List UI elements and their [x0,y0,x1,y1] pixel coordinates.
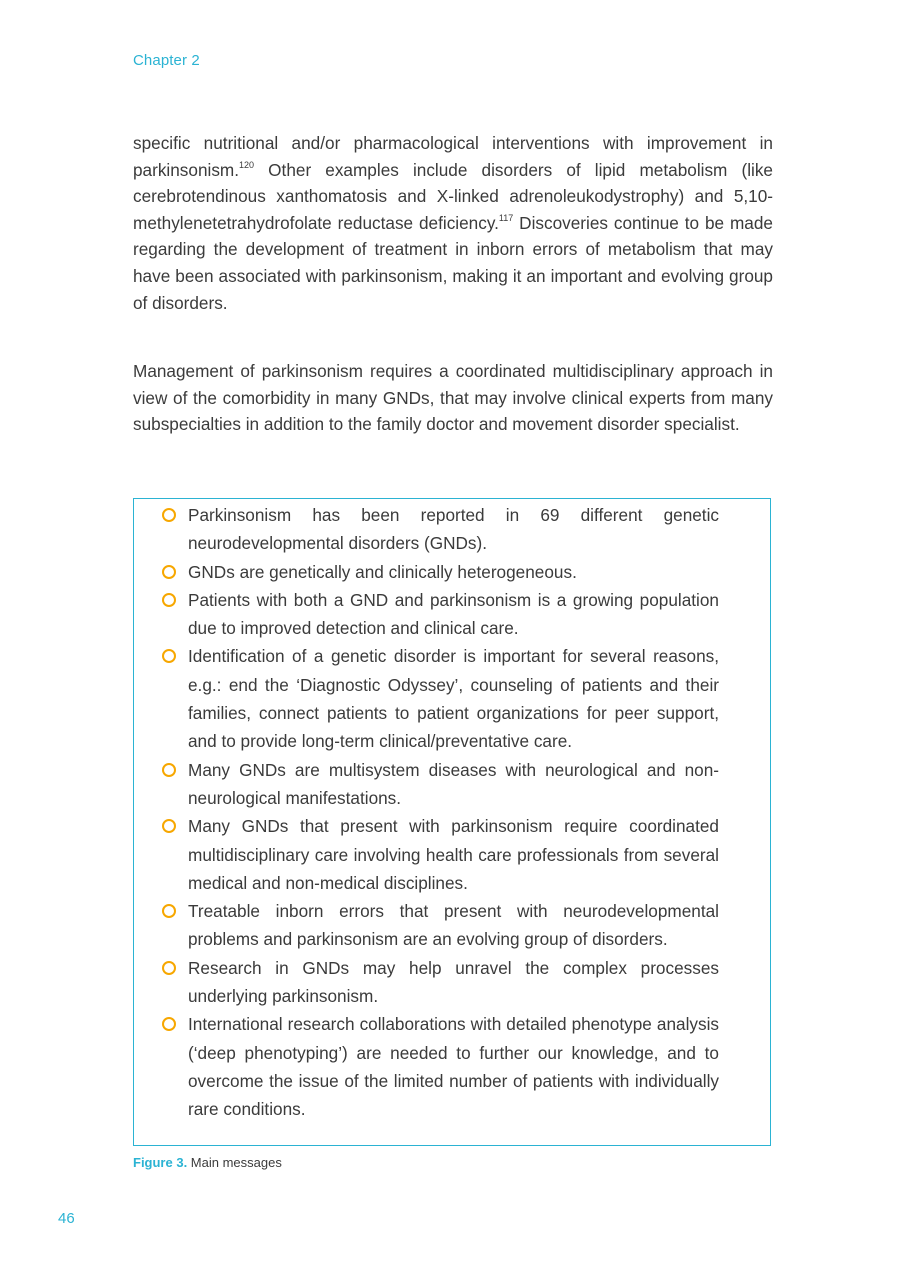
paragraph-text: Discoveries continue to be made regarding the development of treatment in inborn errors of metabolism that may have been associated with parkinsonism, making it an important and evolving group of disorders. [133,212,773,313]
message-item [161,558,719,586]
ring-bullet-icon [162,904,176,918]
ring-bullet-icon [162,961,176,975]
paragraph-text: specific nutritional and/or pharmacological interventions with improvement in parkinsonism. [133,133,773,180]
message-text: Many GNDs that present with parkinsonism require coordinated multidisciplinary care involving health care professionals from several medical and non-medical disciplines. [188,816,719,893]
message-text: Research in GNDs may help unravel the complex processes underlying parkinsonism. [188,957,719,1007]
message-item [161,954,719,1011]
paragraph-text: Management of parkinsonism requires a coordinated multidisciplinary approach in view of the comorbidity in many GNDs, that may involve clinical experts from many subspecialties in addition to the family doctor and movement disorder specialist. [133,361,773,435]
message-text: GNDs are genetically and clinically heterogeneous. [188,561,577,582]
ring-bullet-icon [162,649,176,663]
message-text: Identification of a genetic disorder is important for several reasons, e.g.: end the ‘Diagnostic Odyssey’, counseling of patients and their families, connect patients to patient organizations for peer support, and to provide long-term clinical/preventative care. [188,646,719,752]
ring-bullet-icon [162,593,176,607]
ring-bullet-icon [162,508,176,522]
message-item [161,756,719,813]
ring-bullet-icon [162,565,176,579]
message-item [161,501,719,558]
ring-bullet-icon [162,763,176,777]
citation-superscript: 117 [498,213,514,224]
figure-caption-text: Main messages [187,1155,282,1170]
chapter-header: Chapter 2 [133,52,200,69]
citation-superscript: 120 [239,159,255,170]
message-text: Many GNDs are multisystem diseases with neurological and non-neurological manifestations. [188,759,719,808]
body-paragraph-2 [133,358,773,438]
message-text: Patients with both a GND and parkinsonism is a growing population due to improved detection and clinical care. [188,589,719,639]
message-item [161,642,719,755]
page-number: 46 [58,1210,75,1227]
ring-bullet-icon [162,819,176,833]
body-paragraph-1 [133,130,773,316]
message-item [161,1010,719,1123]
message-item [161,586,719,643]
message-item [161,897,719,954]
message-item [161,812,719,897]
ring-bullet-icon [162,1017,176,1031]
figure-caption [133,1155,282,1170]
message-text: Parkinsonism has been reported in 69 different genetic neurodevelopmental disorders (GNDs). [188,505,719,554]
message-text: International research collaborations with detailed phenotype analysis (‘deep phenotyping’) are needed to further our knowledge, and to overcome the issue of the limited number of patients with individually rare conditions. [188,1014,719,1120]
main-messages-box [133,498,771,1146]
message-text: Treatable inborn errors that present with neurodevelopmental problems and parkinsonism are an evolving group of disorders. [188,901,719,950]
figure-label: Figure 3. [133,1155,188,1170]
main-messages-list [161,501,719,1124]
paragraph-text: Other examples include disorders of lipid metabolism (like cerebrotendinous xanthomatosis and X-linked adrenoleukodystrophy) and 5,10-methylenetetrahydrofolate reductase deficiency. [133,159,773,233]
